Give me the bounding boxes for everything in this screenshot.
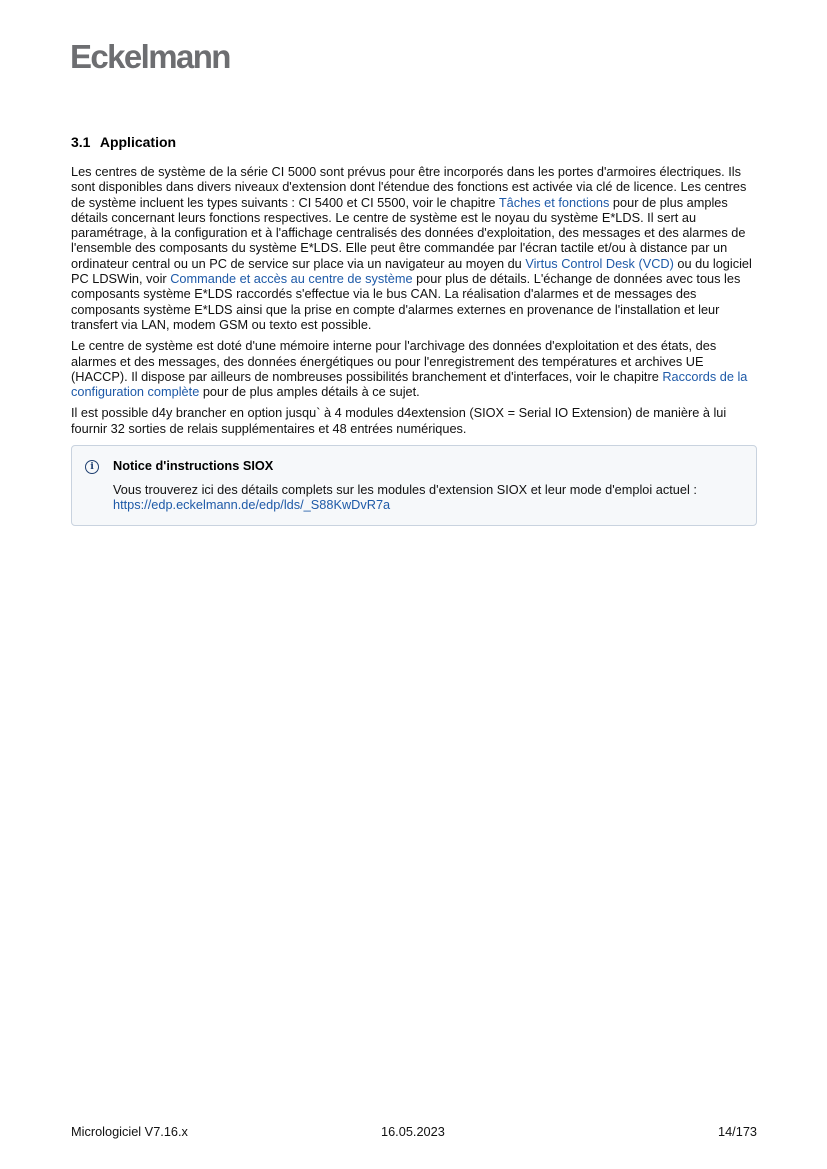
notice-title: Notice d'instructions SIOX xyxy=(113,458,274,474)
section-heading: Application xyxy=(99,134,177,150)
notice-text: Vous trouverez ici des détails complets sur les modules d'extension SIOX et leur mode d'emploi actuel : xyxy=(113,482,697,498)
paragraph-siox: Il est possible d4y brancher en option jusqu` à 4 modules d4extension (SIOX = Serial IO Extension) de manière à lui fournir 32 sorties de relais supplémentaires et 48 entrées numériques. xyxy=(71,405,727,436)
siox-link[interactable]: https://edp.eckelmann.de/edp/lds/_S88KwDvR7a xyxy=(113,497,391,513)
paragraph-text: pour de plus amples détails concernant leurs fonctions respectives. Le centre de système est le noyau du système E*LDS. Il sert au paramétrage, à la configuration et à l'affichage centralisés des données d'exploitation, des messages et des alarmes de l'ensemble des composants du système E*LDS. Elle peut être commandée par l'écran tactile et/ou à distance par un ordinateur central ou un PC de service sur place via un navigateur au moyen du xyxy=(71,194,746,271)
notice-panel xyxy=(71,445,757,526)
eckelmann-logo: Eckelmann xyxy=(70,38,230,75)
paragraph-memory xyxy=(71,338,757,399)
link-raccords-configuration[interactable]: Raccords de la configuration complète xyxy=(71,368,748,400)
footer-page-number: 14/173 xyxy=(718,1124,757,1139)
main-content xyxy=(71,133,757,526)
link-taches-et-fonctions[interactable]: Tâches et fonctions xyxy=(498,194,610,210)
footer-product: Micrologiciel V7.16.x xyxy=(71,1124,188,1139)
section-title xyxy=(71,133,757,151)
paragraph-text: pour plus de détails. L'échange de données avec tous les composants système E*LDS raccordés s'effectue via le bus CAN. La réalisation d'alarmes et de messages des composants système E*LDS ainsi que la prise en compte d'alarmes externes en provenance de l'installation et leur transfert via LAN, modem GSM ou texto est possible. xyxy=(71,271,741,332)
section-number: 3.1 xyxy=(71,134,91,150)
paragraph-text: Les centres de système de la série CI 5000 sont prévus pour être incorporés dans les portes d'armoires électriques. Ils sont disponibles dans divers niveaux d'extension dont l'étendue des fonctions est activée via clé de licence. Les centres de système incluent les types suivants : CI 5400 et CI 5500, voir le chapitre xyxy=(71,164,747,210)
paragraph-text: pour de plus amples détails à ce sujet. xyxy=(199,384,420,400)
info-icon: i xyxy=(85,460,99,474)
paragraph-intro xyxy=(71,164,757,332)
link-virtus-control-desk[interactable]: Virtus Control Desk (VCD) xyxy=(525,255,674,271)
paragraph-text: ou du logiciel PC LDSWin, voir xyxy=(71,255,752,287)
link-commande-et-acces[interactable]: Commande et accès au centre de système xyxy=(170,271,413,287)
paragraph-text: Le centre de système est doté d'une mémoire interne pour l'archivage des données d'exploitation et des états, des alarmes et des messages, des données énergétiques ou pour l'enregistrement des températures et archives UE (HACCP). Il dispose par ailleurs de nombreuses possibilités branchement et d'interfaces, voir le chapitre xyxy=(71,338,717,384)
footer-date: 16.05.2023 xyxy=(381,1124,445,1139)
